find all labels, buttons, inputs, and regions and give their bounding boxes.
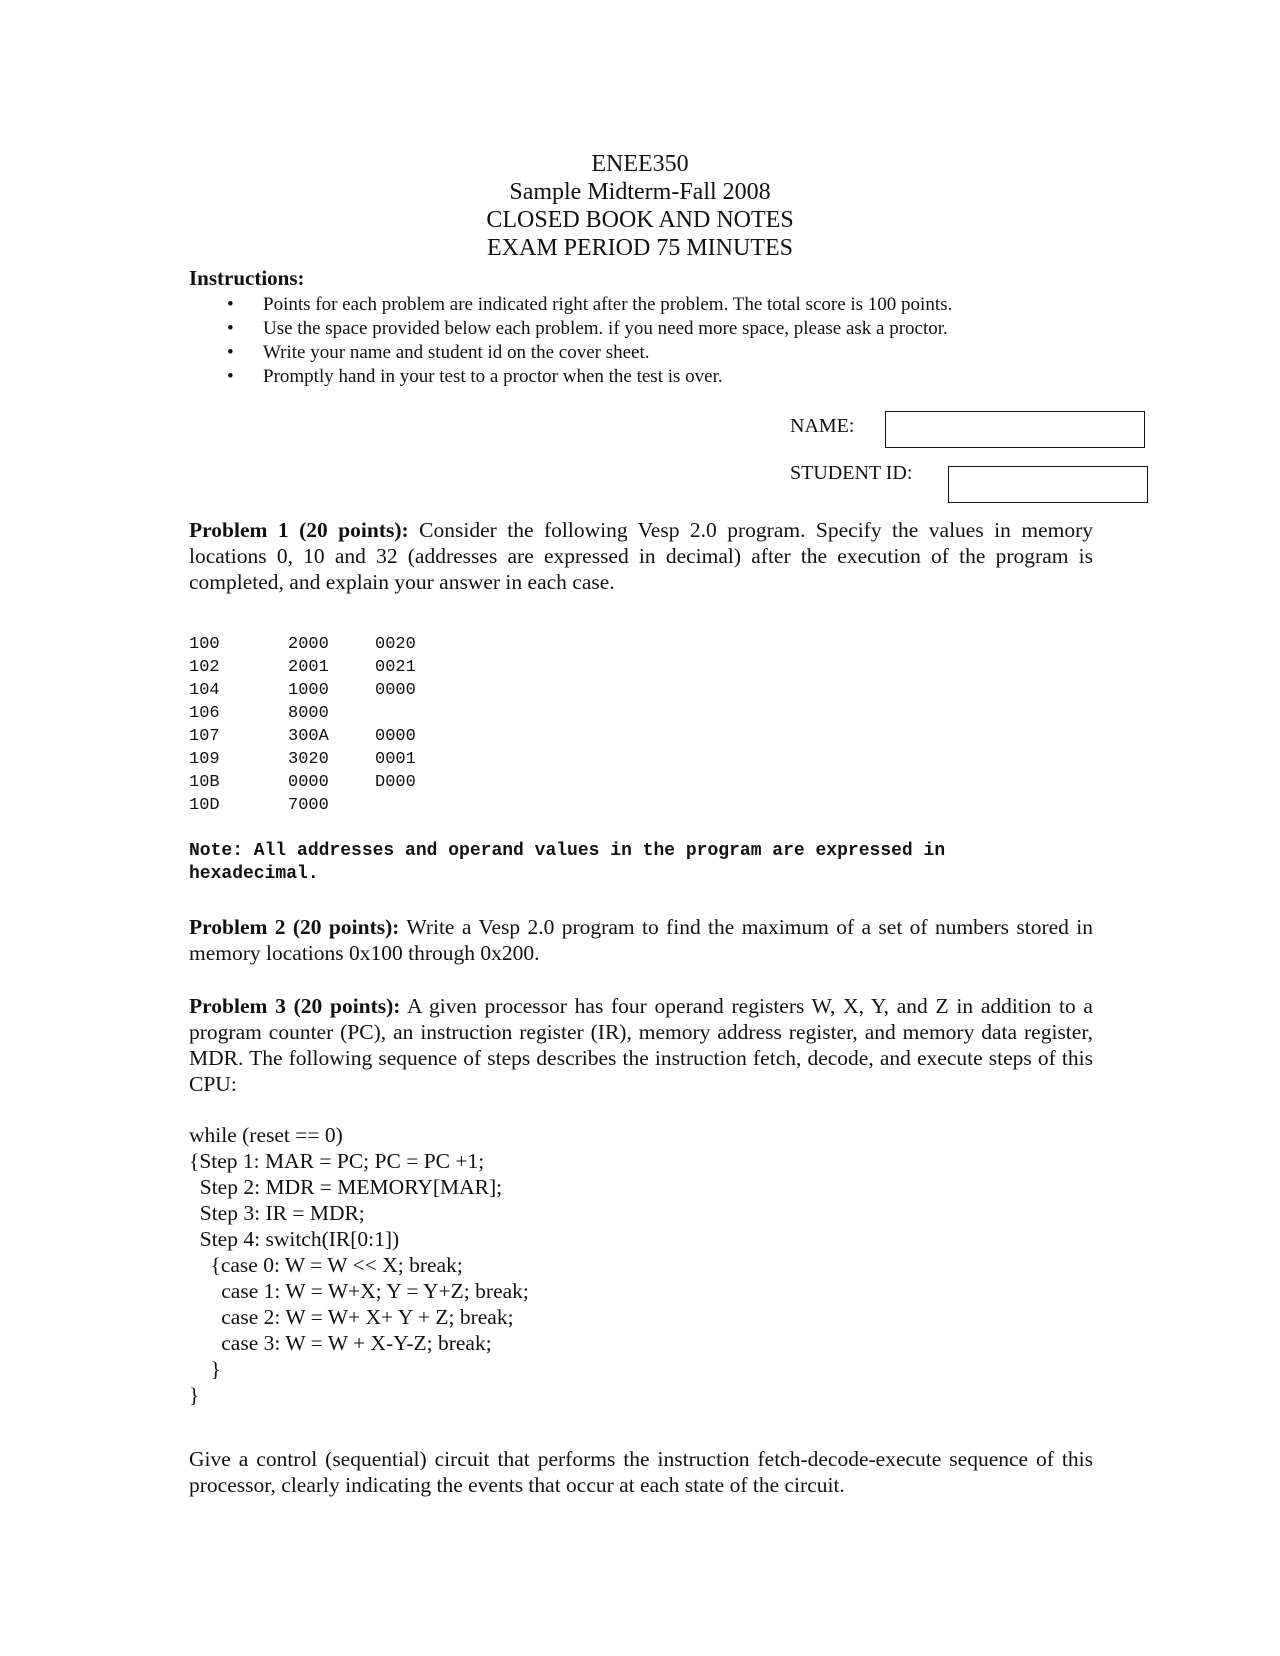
bullet-icon: • xyxy=(227,294,234,315)
course-code: ENEE350 xyxy=(591,151,689,177)
listing-address: 10D xyxy=(189,796,220,815)
note-line: Note: All addresses and operand values in the program are expressed in xyxy=(189,841,946,861)
student-id-label: STUDENT ID: xyxy=(790,462,913,484)
problem-2-text: Write a Vesp 2.0 program to find the maximum of a set of numbers stored in memory locations 0x100 through 0x200. xyxy=(189,915,1093,965)
listing-instruction: 8000 xyxy=(288,704,329,723)
code-line: case 1: W = W+X; Y = Y+Z; break; xyxy=(189,1279,529,1303)
instruction-text: Points for each problem are indicated right after the problem. The total score is 100 points. xyxy=(263,294,953,315)
problem-2-heading: Problem 2 (20 points): xyxy=(189,915,400,939)
student-id-field[interactable] xyxy=(948,466,1148,503)
listing-instruction: 7000 xyxy=(288,796,329,815)
listing-instruction: 2001 xyxy=(288,658,329,677)
problem-1-heading: Problem 1 (20 points): xyxy=(189,518,409,542)
instructions-heading: Instructions: xyxy=(189,266,305,290)
name-field[interactable] xyxy=(885,411,1145,448)
instruction-text: Write your name and student id on the cover sheet. xyxy=(263,342,650,363)
listing-address: 106 xyxy=(189,704,220,723)
instructions-list xyxy=(189,293,952,389)
listing-instruction: 1000 xyxy=(288,681,329,700)
listing-address: 109 xyxy=(189,750,220,769)
code-line: {case 0: W = W << X; break; xyxy=(189,1253,463,1277)
problem-1-text: Consider the following Vesp 2.0 program. Specify the values in memory locations 0, 10 and 32 (addresses are expressed in decimal) after the execution of the program is completed, and explain your answer in each case. xyxy=(189,518,1093,594)
code-line: Step 4: switch(IR[0:1]) xyxy=(189,1227,400,1251)
listing-address: 104 xyxy=(189,681,220,700)
listing-operand: 0000 xyxy=(375,727,416,746)
code-line: while (reset == 0) xyxy=(189,1123,343,1147)
code-line: case 3: W = W + X-Y-Z; break; xyxy=(189,1331,492,1355)
listing-instruction: 3020 xyxy=(288,750,329,769)
exam-title: Sample Midterm-Fall 2008 xyxy=(509,179,771,205)
listing-instruction: 0000 xyxy=(288,773,329,792)
listing-instruction: 2000 xyxy=(288,635,329,654)
instruction-text: Promptly hand in your test to a proctor when the test is over. xyxy=(263,366,723,387)
exam-header xyxy=(0,150,1280,262)
instruction-item xyxy=(189,365,952,389)
code-line: case 2: W = W+ X+ Y + Z; break; xyxy=(189,1305,514,1329)
note-line: hexadecimal. xyxy=(189,864,319,884)
listing-address: 107 xyxy=(189,727,220,746)
listing-address: 102 xyxy=(189,658,220,677)
instruction-item xyxy=(189,293,952,317)
problem-3 xyxy=(189,993,1093,1097)
pseudocode-block xyxy=(189,1122,529,1408)
listing-operand: 0021 xyxy=(375,658,416,677)
listing-instruction: 300A xyxy=(288,727,329,746)
instruction-item xyxy=(189,341,952,365)
name-label: NAME: xyxy=(790,415,855,437)
problem-1 xyxy=(189,517,1093,595)
exam-rule-period: EXAM PERIOD 75 MINUTES xyxy=(487,235,793,261)
listing-operand: 0020 xyxy=(375,635,416,654)
listing-address: 100 xyxy=(189,635,220,654)
problem-3-heading: Problem 3 (20 points): xyxy=(189,994,401,1018)
listing-operand: 0000 xyxy=(375,681,416,700)
instruction-text: Use the space provided below each problem. if you need more space, please ask a proctor. xyxy=(263,318,948,339)
problem-2 xyxy=(189,914,1093,966)
code-line: Step 3: IR = MDR; xyxy=(189,1201,365,1225)
bullet-icon: • xyxy=(227,318,234,339)
code-line: } xyxy=(189,1357,221,1381)
code-line: Step 2: MDR = MEMORY[MAR]; xyxy=(189,1175,503,1199)
code-line: } xyxy=(189,1383,200,1407)
problem-3-text: A given processor has four operand registers W, X, Y, and Z in addition to a program counter (PC), an instruction register (IR), memory address register, and memory data register, MDR. The following sequence of steps describes the instruction fetch, decode, and execute steps of this CPU: xyxy=(189,994,1093,1096)
listing-operand: 0001 xyxy=(375,750,416,769)
exam-rule-closed-book: CLOSED BOOK AND NOTES xyxy=(486,207,794,233)
listing-operand: D000 xyxy=(375,773,416,792)
code-line: {Step 1: MAR = PC; PC = PC +1; xyxy=(189,1149,485,1173)
listing-address: 10B xyxy=(189,773,220,792)
bullet-icon: • xyxy=(227,366,234,387)
bullet-icon: • xyxy=(227,342,234,363)
instruction-item xyxy=(189,317,952,341)
problem-3-question: Give a control (sequential) circuit that performs the instruction fetch-decode-execute sequence of this processor, clearly indicating the events that occur at each state of the circuit. xyxy=(189,1447,1093,1497)
program-note xyxy=(189,840,1093,886)
